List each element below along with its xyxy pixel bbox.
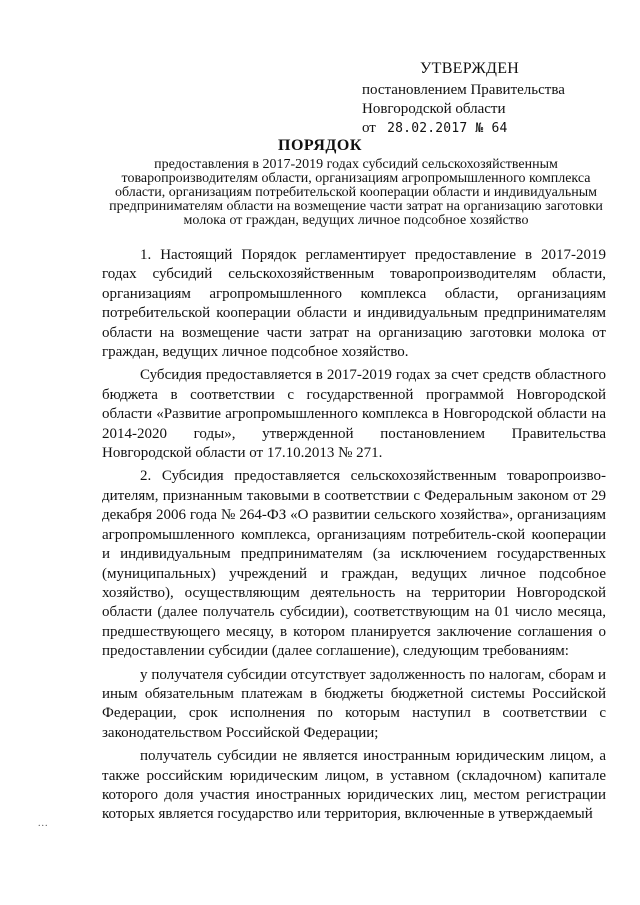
approval-heading: УТВЕРЖДЕН [420, 60, 520, 77]
approval-line-2: Новгородской области [362, 101, 506, 117]
margin-mark: ... [38, 818, 49, 829]
approval-date-prefix: от [362, 120, 376, 136]
document-title: ПОРЯДОК [278, 137, 362, 154]
approval-date-line [362, 119, 612, 138]
document-body [102, 246, 606, 829]
approval-block [362, 58, 612, 138]
paragraph-5: получатель субсидии не является иностранным юридическим лицом, а также российским юридическим лицом, в уставном (складочном) капитале которого доля участия иностранных юридических лиц, местом регистрации которых является государство или территория, включенные в утверждаемый [102, 748, 606, 823]
document-subtitle: предоставления в 2017-2019 годах субсидий сельскохозяйственным товаропроизводителям области, организациям агропромышленного комплекса области, организациям потребительской кооперации области и индивидуальным предпринимателям области на возмещение части затрат на организацию заготовки молока от граждан, ведущих личное подсобное хозяйство [109, 157, 603, 228]
approval-line-1: постановлением Правительства [362, 82, 565, 98]
paragraph-1: 1. Настоящий Порядок регламентирует предоставление в 2017-2019 годах субсидий сельскохозяйственным товаропроизводителям области, организациям агропромышленного комплекса области, организациям потребительской кооперации области и индивидуальным предпринимателям области на возмещение части затрат на организацию заготовки молока от граждан, ведущих личное подсобное хозяйство. [102, 247, 606, 361]
paragraph-4: у получателя субсидии отсутствует задолженность по налогам, сборам и иным обязательным платежам в бюджеты бюджетной системы Российской Федерации, срок исполнения по которым наступил в соответствии с законодательством Российской Федерации; [102, 666, 606, 741]
paragraph-3: 2. Субсидия предоставляется сельскохозяйственным товаропроизво-дителям, признанным таковыми в соответствии с Федеральным законом от 29 декабря 2006 года № 264-ФЗ «О развитии сельского хозяйства», организациям агропромышленного комплекса, организациям потребитель-ской кооперации и индивидуальным предпринимателям (за исключением государственных (муниципальных) учреждений и граждан, ведущих личное подсобное хозяйство), осуществляющим деятельность на территории Новгородской области (далее получатель субсидии), соответствующим на 01 число месяца, предшествующего месяцу, в котором планируется заключение соглашения о предоставлении субсидии (далее соглашение), следующим требованиям: [102, 468, 606, 660]
paragraph-2: Субсидия предоставляется в 2017-2019 годах за счет средств областного бюджета в соответствии с государственной программой Новгородской области «Развитие агропромышленного комплекса в Новгородской области на 2014-2020 годы», утвержденной постановлением Правительства Новгородской области от 17.10.2013 № 271. [102, 367, 606, 462]
approval-date-value: 28.02.2017 № 64 [387, 121, 508, 136]
